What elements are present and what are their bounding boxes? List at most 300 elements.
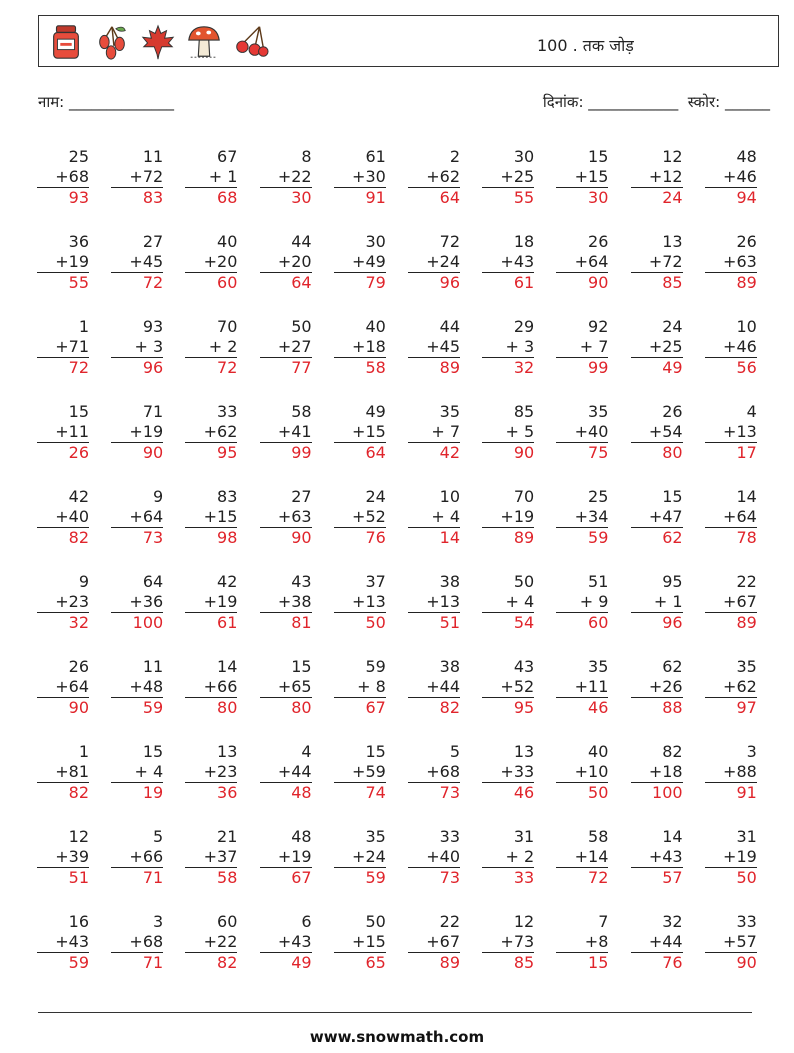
answer: 72 <box>588 868 609 887</box>
bottom-operand: +46 <box>705 337 757 358</box>
bottom-operand: +52 <box>482 677 534 698</box>
answer: 59 <box>365 868 386 887</box>
answer: 95 <box>513 698 535 717</box>
top-operand: 26 <box>588 232 609 251</box>
addition-problem <box>482 402 534 463</box>
answer: 36 <box>217 783 238 802</box>
top-operand: 13 <box>662 232 683 251</box>
addition-problem <box>408 232 460 293</box>
addition-problem <box>334 487 386 548</box>
answer: 80 <box>217 698 238 717</box>
bottom-operand: +27 <box>260 337 312 358</box>
addition-problem <box>482 232 534 293</box>
bottom-operand: +41 <box>260 422 312 443</box>
addition-problem <box>37 572 89 633</box>
answer: 82 <box>439 698 460 717</box>
addition-problem <box>334 827 386 888</box>
addition-problem <box>111 402 163 463</box>
addition-problem <box>37 147 89 208</box>
bottom-operand: +19 <box>482 507 534 528</box>
answer: 90 <box>736 953 757 972</box>
addition-problem <box>260 487 312 548</box>
answer: 94 <box>736 188 757 207</box>
answer: 64 <box>365 443 386 462</box>
bottom-operand: +19 <box>111 422 163 443</box>
bottom-operand: +46 <box>705 167 757 188</box>
bottom-operand: +52 <box>334 507 386 528</box>
bottom-operand: +67 <box>408 932 460 953</box>
name-field: नाम: ______________ <box>38 93 175 111</box>
bottom-operand: +15 <box>556 167 608 188</box>
bottom-operand: +47 <box>631 507 683 528</box>
top-operand: 12 <box>513 912 535 931</box>
top-operand: 35 <box>439 402 460 421</box>
addition-problem <box>260 572 312 633</box>
answer: 79 <box>365 273 386 292</box>
bottom-operand: + 8 <box>334 677 386 698</box>
answer: 46 <box>588 698 609 717</box>
top-operand: 9 <box>78 572 89 591</box>
addition-problem <box>556 147 608 208</box>
bottom-operand: +67 <box>705 592 757 613</box>
top-operand: 2 <box>449 147 460 166</box>
bottom-operand: + 3 <box>111 337 163 358</box>
top-operand: 62 <box>662 657 683 676</box>
addition-problem <box>705 317 757 378</box>
addition-problem <box>408 402 460 463</box>
answer: 72 <box>142 273 164 292</box>
addition-problem <box>631 912 683 973</box>
addition-problem <box>37 742 89 803</box>
top-operand: 1 <box>78 317 89 336</box>
addition-problem <box>631 317 683 378</box>
bottom-operand: +20 <box>185 252 237 273</box>
addition-problem <box>334 402 386 463</box>
bottom-operand: +45 <box>111 252 163 273</box>
top-operand: 59 <box>365 657 386 676</box>
bottom-operand: +37 <box>185 847 237 868</box>
top-operand: 26 <box>662 402 683 421</box>
bottom-operand: +57 <box>705 932 757 953</box>
answer: 72 <box>217 358 238 377</box>
top-operand: 27 <box>142 232 164 251</box>
bottom-operand: +44 <box>260 762 312 783</box>
bottom-operand: +12 <box>631 167 683 188</box>
bottom-operand: +44 <box>408 677 460 698</box>
addition-problem <box>111 742 163 803</box>
bottom-operand: +64 <box>37 677 89 698</box>
top-operand: 95 <box>662 572 683 591</box>
bottom-operand: +88 <box>705 762 757 783</box>
addition-problem <box>37 402 89 463</box>
addition-problem <box>37 232 89 293</box>
bottom-operand: +40 <box>37 507 89 528</box>
top-operand: 4 <box>746 402 757 421</box>
addition-problem <box>111 827 163 888</box>
top-operand: 18 <box>513 232 535 251</box>
top-operand: 5 <box>449 742 460 761</box>
top-operand: 40 <box>588 742 609 761</box>
addition-problem <box>185 317 237 378</box>
answer: 61 <box>513 273 535 292</box>
addition-problem <box>334 912 386 973</box>
bottom-operand: +64 <box>556 252 608 273</box>
answer: 98 <box>217 528 238 547</box>
addition-problem <box>111 572 163 633</box>
answer: 71 <box>142 953 164 972</box>
answer: 89 <box>513 528 535 547</box>
answer: 19 <box>142 783 164 802</box>
footer-site: www.snowmath.com <box>309 1028 485 1046</box>
cherries-icon <box>231 22 269 62</box>
bottom-operand: +25 <box>482 167 534 188</box>
answer: 14 <box>439 528 460 547</box>
addition-problem <box>408 572 460 633</box>
answer: 51 <box>68 868 89 887</box>
addition-problem <box>631 402 683 463</box>
top-operand: 82 <box>662 742 683 761</box>
answer: 91 <box>365 188 386 207</box>
addition-problem <box>260 317 312 378</box>
bottom-operand: +26 <box>631 677 683 698</box>
top-operand: 49 <box>365 402 386 421</box>
addition-problem <box>260 657 312 718</box>
answer: 90 <box>142 443 164 462</box>
top-operand: 42 <box>217 572 238 591</box>
bottom-operand: +19 <box>185 592 237 613</box>
top-operand: 29 <box>513 317 535 336</box>
answer: 90 <box>513 443 535 462</box>
jam-jar-icon <box>47 22 85 62</box>
answer: 59 <box>588 528 609 547</box>
addition-problem <box>556 232 608 293</box>
answer: 51 <box>439 613 460 632</box>
top-operand: 11 <box>142 147 164 166</box>
top-operand: 72 <box>439 232 460 251</box>
answer: 68 <box>217 188 238 207</box>
bottom-operand: +13 <box>334 592 386 613</box>
answer: 55 <box>68 273 89 292</box>
top-operand: 24 <box>365 487 386 506</box>
addition-problem <box>631 572 683 633</box>
answer: 50 <box>588 783 609 802</box>
top-operand: 11 <box>142 657 164 676</box>
answer: 74 <box>365 783 386 802</box>
top-operand: 35 <box>365 827 386 846</box>
bottom-operand: + 9 <box>556 592 608 613</box>
answer: 71 <box>142 868 164 887</box>
addition-problem <box>482 912 534 973</box>
bottom-operand: +65 <box>260 677 312 698</box>
addition-problem <box>185 232 237 293</box>
bottom-operand: +38 <box>260 592 312 613</box>
bottom-operand: +49 <box>334 252 386 273</box>
answer: 46 <box>513 783 535 802</box>
addition-problem <box>185 487 237 548</box>
answer: 76 <box>365 528 386 547</box>
top-operand: 15 <box>588 147 609 166</box>
top-operand: 13 <box>513 742 535 761</box>
bottom-operand: +43 <box>260 932 312 953</box>
top-operand: 21 <box>217 827 238 846</box>
top-operand: 38 <box>439 657 460 676</box>
answer: 96 <box>142 358 164 377</box>
bottom-operand: +62 <box>408 167 460 188</box>
answer: 78 <box>736 528 757 547</box>
answer: 76 <box>662 953 683 972</box>
addition-problem <box>705 572 757 633</box>
answer: 73 <box>439 868 460 887</box>
bottom-operand: +43 <box>482 252 534 273</box>
bottom-operand: +43 <box>631 847 683 868</box>
top-operand: 14 <box>217 657 238 676</box>
bottom-operand: + 1 <box>631 592 683 613</box>
addition-problem <box>334 232 386 293</box>
addition-problem <box>260 827 312 888</box>
answer: 30 <box>588 188 609 207</box>
header-icons <box>47 20 269 64</box>
top-operand: 33 <box>217 402 238 421</box>
top-operand: 1 <box>78 742 89 761</box>
answer: 82 <box>68 528 89 547</box>
top-operand: 42 <box>68 487 89 506</box>
top-operand: 25 <box>68 147 89 166</box>
addition-problem <box>111 317 163 378</box>
top-operand: 44 <box>439 317 460 336</box>
top-operand: 36 <box>68 232 89 251</box>
bottom-operand: +19 <box>705 847 757 868</box>
bottom-operand: + 5 <box>482 422 534 443</box>
top-operand: 85 <box>513 402 535 421</box>
addition-problem <box>556 317 608 378</box>
top-operand: 51 <box>588 572 609 591</box>
bottom-operand: +15 <box>334 422 386 443</box>
answer: 42 <box>439 443 460 462</box>
top-operand: 22 <box>736 572 757 591</box>
answer: 32 <box>68 613 89 632</box>
top-operand: 16 <box>68 912 89 931</box>
answer: 60 <box>588 613 609 632</box>
bottom-operand: +8 <box>556 932 608 953</box>
addition-problem <box>260 402 312 463</box>
answer: 55 <box>513 188 535 207</box>
addition-problem <box>185 147 237 208</box>
answer: 58 <box>365 358 386 377</box>
top-operand: 35 <box>736 657 757 676</box>
addition-problem <box>482 572 534 633</box>
answer: 65 <box>365 953 386 972</box>
addition-problem <box>705 742 757 803</box>
answer: 77 <box>291 358 312 377</box>
bottom-operand: +22 <box>185 932 237 953</box>
addition-problem <box>185 402 237 463</box>
mushroom-icon <box>185 22 223 62</box>
answer: 49 <box>291 953 312 972</box>
addition-problem <box>482 827 534 888</box>
addition-problem <box>37 827 89 888</box>
bottom-operand: +18 <box>334 337 386 358</box>
answer: 72 <box>68 358 89 377</box>
top-operand: 12 <box>68 827 89 846</box>
bottom-operand: +39 <box>37 847 89 868</box>
top-operand: 27 <box>291 487 312 506</box>
top-operand: 32 <box>662 912 683 931</box>
addition-problem <box>260 912 312 973</box>
answer: 15 <box>588 953 609 972</box>
top-operand: 83 <box>217 487 238 506</box>
top-operand: 12 <box>662 147 683 166</box>
top-operand: 48 <box>736 147 757 166</box>
top-operand: 92 <box>588 317 609 336</box>
bottom-operand: + 2 <box>185 337 237 358</box>
addition-problem <box>185 827 237 888</box>
bottom-operand: + 4 <box>408 507 460 528</box>
answer: 60 <box>217 273 238 292</box>
top-operand: 10 <box>736 317 757 336</box>
footer-divider <box>38 1012 752 1013</box>
answer: 96 <box>439 273 460 292</box>
top-operand: 33 <box>439 827 460 846</box>
addition-problem <box>556 742 608 803</box>
top-operand: 26 <box>68 657 89 676</box>
top-operand: 7 <box>598 912 609 931</box>
answer: 100 <box>132 613 164 632</box>
bottom-operand: +23 <box>37 592 89 613</box>
answer: 89 <box>439 953 460 972</box>
bottom-operand: +30 <box>334 167 386 188</box>
addition-problem <box>705 147 757 208</box>
answer: 96 <box>662 613 683 632</box>
addition-problem <box>185 742 237 803</box>
bottom-operand: +19 <box>260 847 312 868</box>
addition-problem <box>705 402 757 463</box>
addition-problem <box>556 572 608 633</box>
bottom-operand: +13 <box>705 422 757 443</box>
answer: 73 <box>439 783 460 802</box>
bottom-operand: + 4 <box>482 592 534 613</box>
answer: 61 <box>217 613 238 632</box>
top-operand: 4 <box>301 742 312 761</box>
answer: 58 <box>217 868 238 887</box>
addition-problem <box>556 657 608 718</box>
addition-problem <box>408 487 460 548</box>
bottom-operand: +33 <box>482 762 534 783</box>
top-operand: 14 <box>662 827 683 846</box>
top-operand: 93 <box>142 317 164 336</box>
top-operand: 8 <box>301 147 312 166</box>
addition-problem <box>260 232 312 293</box>
addition-problem <box>705 657 757 718</box>
top-operand: 71 <box>142 402 164 421</box>
answer: 49 <box>662 358 683 377</box>
addition-problem <box>482 317 534 378</box>
addition-problem <box>334 657 386 718</box>
answer: 62 <box>662 528 683 547</box>
bottom-operand: +59 <box>334 762 386 783</box>
addition-problem <box>260 742 312 803</box>
bottom-operand: +72 <box>111 167 163 188</box>
addition-problem <box>260 147 312 208</box>
addition-problem <box>111 487 163 548</box>
addition-problem <box>408 912 460 973</box>
top-operand: 30 <box>513 147 535 166</box>
bottom-operand: + 7 <box>556 337 608 358</box>
answer: 85 <box>662 273 683 292</box>
top-operand: 3 <box>153 912 164 931</box>
addition-problem <box>408 317 460 378</box>
addition-problem <box>631 487 683 548</box>
bottom-operand: +40 <box>556 422 608 443</box>
answer: 59 <box>68 953 89 972</box>
bottom-operand: +22 <box>260 167 312 188</box>
addition-problem <box>334 742 386 803</box>
top-operand: 22 <box>439 912 460 931</box>
bottom-operand: +15 <box>334 932 386 953</box>
answer: 99 <box>588 358 609 377</box>
answer: 90 <box>68 698 89 717</box>
addition-problem <box>185 912 237 973</box>
top-operand: 44 <box>291 232 312 251</box>
answer: 95 <box>217 443 238 462</box>
addition-problem <box>556 827 608 888</box>
maple-leaf-icon <box>139 22 177 62</box>
top-operand: 15 <box>291 657 312 676</box>
top-operand: 13 <box>217 742 238 761</box>
bottom-operand: + 2 <box>482 847 534 868</box>
top-operand: 38 <box>439 572 460 591</box>
top-operand: 15 <box>68 402 89 421</box>
bottom-operand: +11 <box>37 422 89 443</box>
top-operand: 58 <box>291 402 312 421</box>
bottom-operand: +64 <box>111 507 163 528</box>
addition-problem <box>482 147 534 208</box>
top-operand: 50 <box>291 317 312 336</box>
answer: 82 <box>217 953 238 972</box>
answer: 89 <box>439 358 460 377</box>
bottom-operand: +24 <box>408 252 460 273</box>
answer: 90 <box>291 528 312 547</box>
top-operand: 15 <box>365 742 386 761</box>
answer: 82 <box>68 783 89 802</box>
top-operand: 10 <box>439 487 460 506</box>
top-operand: 48 <box>291 827 312 846</box>
addition-problem <box>111 912 163 973</box>
bottom-operand: +68 <box>408 762 460 783</box>
bottom-operand: +54 <box>631 422 683 443</box>
addition-problem <box>705 827 757 888</box>
bottom-operand: + 1 <box>185 167 237 188</box>
bottom-operand: +66 <box>185 677 237 698</box>
answer: 54 <box>513 613 535 632</box>
top-operand: 9 <box>153 487 164 506</box>
addition-problem <box>185 572 237 633</box>
top-operand: 5 <box>153 827 164 846</box>
top-operand: 26 <box>736 232 757 251</box>
date-score-field: दिनांक: ____________ स्कोर: ______ <box>542 93 770 111</box>
answer: 56 <box>736 358 757 377</box>
addition-problem <box>631 232 683 293</box>
answer: 89 <box>736 613 757 632</box>
addition-problem <box>482 487 534 548</box>
top-operand: 60 <box>217 912 238 931</box>
top-operand: 31 <box>736 827 757 846</box>
top-operand: 61 <box>365 147 386 166</box>
worksheet-title: 100 . तक जोड़ <box>537 36 634 55</box>
top-operand: 43 <box>513 657 535 676</box>
bottom-operand: +64 <box>705 507 757 528</box>
bottom-operand: +68 <box>37 167 89 188</box>
bottom-operand: +62 <box>185 422 237 443</box>
